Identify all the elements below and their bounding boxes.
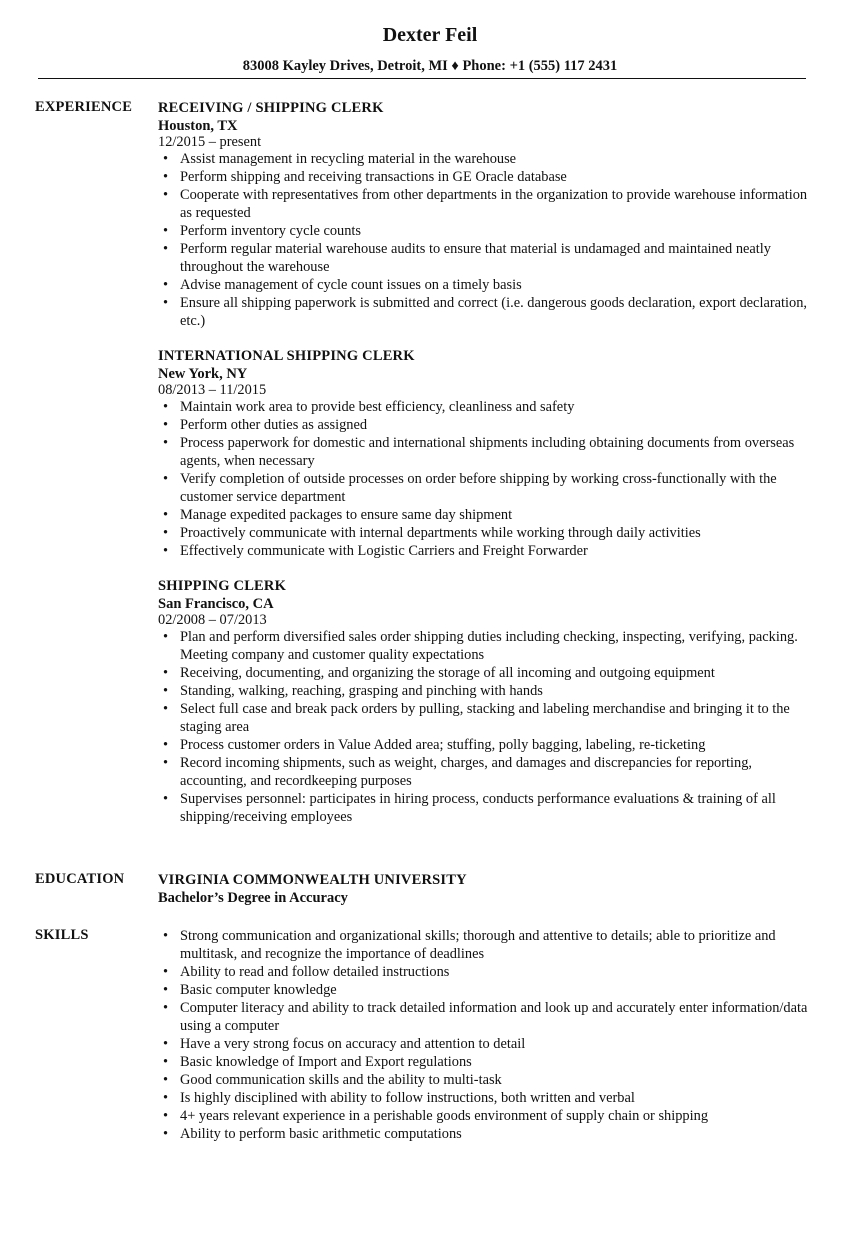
skill-item: • Strong communication and organizational skills; thorough and attentive to details; able to prioritize and multitask, and recognize the importance of deadlines: [180, 927, 818, 963]
job-duties-list: [158, 398, 818, 560]
duty-item: • Receiving, documenting, and organizing the storage of all incoming and outgoing equipment: [180, 664, 818, 682]
duty-item: • Plan and perform diversified sales order shipping duties including checking, inspecting, verifying, packing. Meeting company and customer quality expectations: [180, 628, 818, 664]
candidate-name: Dexter Feil: [382, 24, 478, 46]
job-entry: [158, 347, 818, 560]
duty-item: • Record incoming shipments, such as weight, charges, and damages and discrepancies for reporting, accounting, and recordkeeping purposes: [180, 754, 818, 790]
job-duties-list: [158, 628, 818, 826]
job-entry: [158, 577, 818, 826]
skill-item: • Ability to perform basic arithmetic computations: [180, 1125, 818, 1143]
duty-item: • Cooperate with representatives from other departments in the organization to provide warehouse information as requested: [180, 186, 818, 222]
skill-item: • Good communication skills and the ability to multi-task: [180, 1071, 818, 1089]
job-location: Houston, TX: [158, 118, 238, 134]
duty-item: • Perform regular material warehouse audits to ensure that material is undamaged and maintained neatly throughout the warehouse: [180, 240, 818, 276]
duty-item: • Process paperwork for domestic and international shipments including obtaining documents from overseas agents, when necessary: [180, 434, 818, 470]
duty-item: • Supervises personnel: participates in hiring process, conducts performance evaluations & training of all shipping/receiving employees: [180, 790, 818, 826]
education-body: [158, 871, 818, 907]
duty-item: • Effectively communicate with Logistic Carriers and Freight Forwarder: [180, 542, 818, 560]
skill-item: • Is highly disciplined with ability to follow instructions, both written and verbal: [180, 1089, 818, 1107]
skill-item: • Basic knowledge of Import and Export regulations: [180, 1053, 818, 1071]
job-title: SHIPPING CLERK: [158, 578, 287, 594]
job-dates: 12/2015 – present: [158, 134, 262, 150]
experience-heading: EXPERIENCE: [35, 99, 133, 115]
education-heading: EDUCATION: [35, 871, 125, 887]
contact-line: 83008 Kayley Drives, Detroit, MI ♦ Phone: +1 (555) 117 2431: [242, 58, 618, 74]
duty-item: • Standing, walking, reaching, grasping and pinching with hands: [180, 682, 818, 700]
skill-item: • Have a very strong focus on accuracy and attention to detail: [180, 1035, 818, 1053]
skills-list: [158, 927, 818, 1143]
duty-item: • Perform inventory cycle counts: [180, 222, 818, 240]
duty-item: • Select full case and break pack orders by pulling, stacking and labeling merchandise and bringing it to the staging area: [180, 700, 818, 736]
duty-item: • Advise management of cycle count issues on a timely basis: [180, 276, 818, 294]
skill-item: • Ability to read and follow detailed instructions: [180, 963, 818, 981]
skill-item: • Computer literacy and ability to track detailed information and look up and accurately enter information/data using a computer: [180, 999, 818, 1035]
experience-body: [158, 99, 818, 843]
job-dates: 08/2013 – 11/2015: [158, 382, 267, 398]
job-dates: 02/2008 – 07/2013: [158, 612, 267, 628]
duty-item: • Ensure all shipping paperwork is submitted and correct (i.e. dangerous goods declaration, export declaration, etc.): [180, 294, 818, 330]
job-duties-list: [158, 150, 818, 330]
duty-item: • Maintain work area to provide best efficiency, cleanliness and safety: [180, 398, 818, 416]
degree: Bachelor’s Degree in Accuracy: [158, 890, 348, 906]
skills-body: [158, 927, 818, 1143]
skill-item: • 4+ years relevant experience in a perishable goods environment of supply chain or shipping: [180, 1107, 818, 1125]
school-name: VIRGINIA COMMONWEALTH UNIVERSITY: [158, 872, 467, 888]
duty-item: • Perform shipping and receiving transactions in GE Oracle database: [180, 168, 818, 186]
duty-item: • Proactively communicate with internal departments while working through daily activities: [180, 524, 818, 542]
job-entry: [158, 99, 818, 330]
job-title: INTERNATIONAL SHIPPING CLERK: [158, 348, 415, 364]
duty-item: • Assist management in recycling material in the warehouse: [180, 150, 818, 168]
skill-item: • Basic computer knowledge: [180, 981, 818, 999]
job-location: San Francisco, CA: [158, 596, 274, 612]
duty-item: • Manage expedited packages to ensure same day shipment: [180, 506, 818, 524]
job-location: New York, NY: [158, 366, 248, 382]
duty-item: • Process customer orders in Value Added area; stuffing, polly bagging, labeling, re-ticketing: [180, 736, 818, 754]
duty-item: • Verify completion of outside processes on order before shipping by working cross-functionally with the customer service department: [180, 470, 818, 506]
header-divider: [38, 78, 806, 79]
job-title: RECEIVING / SHIPPING CLERK: [158, 100, 384, 116]
skills-heading: SKILLS: [35, 927, 89, 943]
duty-item: • Perform other duties as assigned: [180, 416, 818, 434]
